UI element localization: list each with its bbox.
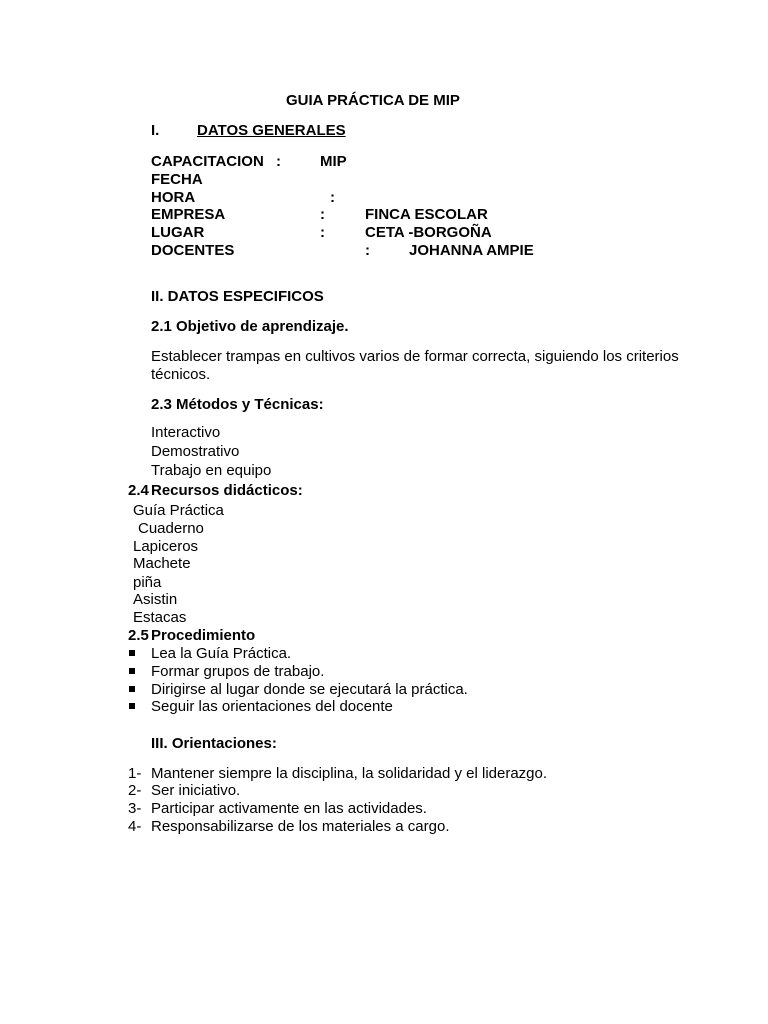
field-colon-docentes: : [365, 242, 370, 259]
bullet-icon [129, 668, 135, 674]
procedure-item: Dirigirse al lugar donde se ejecutará la práctica. [151, 681, 468, 698]
method-item: Demostrativo [151, 443, 240, 460]
section1-heading: DATOS GENERALES [197, 122, 346, 139]
method-item: Interactivo [151, 424, 221, 441]
objective-line-2: técnicos. [151, 366, 211, 383]
method-item: Trabajo en equipo [151, 462, 272, 479]
resource-item: Asistin [133, 591, 178, 608]
field-value-capacitacion: MIP [320, 153, 347, 170]
resource-item: Lapiceros [133, 538, 199, 555]
field-label-empresa: EMPRESA [151, 206, 226, 223]
resource-item: Estacas [133, 609, 187, 626]
field-value-empresa: FINCA ESCOLAR [365, 206, 488, 223]
field-label-docentes: DOCENTES [151, 242, 235, 259]
field-label-capacitacion: CAPACITACION [151, 153, 264, 170]
resource-item: piña [133, 574, 162, 591]
procedure-heading: Procedimiento [151, 627, 256, 644]
bullet-icon [129, 686, 135, 692]
field-colon-empresa: : [320, 206, 325, 223]
procedure-item: Lea la Guía Práctica. [151, 645, 292, 662]
procedure-number: 2.5 [128, 627, 149, 644]
field-label-hora: HORA [151, 189, 196, 206]
resources-number: 2.4 [128, 482, 149, 499]
field-colon-hora: : [330, 189, 335, 206]
resources-heading: Recursos didácticos: [151, 482, 303, 499]
objective-heading: 2.1 Objetivo de aprendizaje. [151, 318, 349, 335]
field-colon-lugar: : [320, 224, 325, 241]
section1-number: I. [151, 122, 160, 139]
objective-line-1: Establecer trampas en cultivos varios de formar correcta, siguiendo los criterios [151, 348, 679, 365]
document-title: GUIA PRÁCTICA DE MIP [286, 92, 460, 109]
field-label-fecha: FECHA [151, 171, 203, 188]
orientation-number: 3- [128, 800, 142, 817]
field-colon-capacitacion: : [276, 153, 281, 170]
resource-item: Guía Práctica [133, 502, 224, 519]
resource-item: Machete [133, 555, 191, 572]
procedure-item: Seguir las orientaciones del docente [151, 698, 393, 715]
field-value-docentes: JOHANNA AMPIE [409, 242, 534, 259]
section2-heading: II. DATOS ESPECIFICOS [151, 288, 324, 305]
procedure-item: Formar grupos de trabajo. [151, 663, 325, 680]
orientation-text: Ser iniciativo. [151, 782, 241, 799]
section3-heading: III. Orientaciones: [151, 735, 277, 752]
orientation-number: 2- [128, 782, 142, 799]
orientation-number: 4- [128, 818, 142, 835]
field-value-lugar: CETA -BORGOÑA [365, 224, 492, 241]
orientation-text: Participar activamente en las actividades. [151, 800, 427, 817]
field-label-lugar: LUGAR [151, 224, 205, 241]
orientation-text: Mantener siempre la disciplina, la solidaridad y el liderazgo. [151, 765, 548, 782]
orientation-number: 1- [128, 765, 142, 782]
bullet-icon [129, 703, 135, 709]
bullet-icon [129, 650, 135, 656]
methods-heading: 2.3 Métodos y Técnicas: [151, 396, 324, 413]
orientation-text: Responsabilizarse de los materiales a cargo. [151, 818, 450, 835]
resource-item: Cuaderno [138, 520, 204, 537]
